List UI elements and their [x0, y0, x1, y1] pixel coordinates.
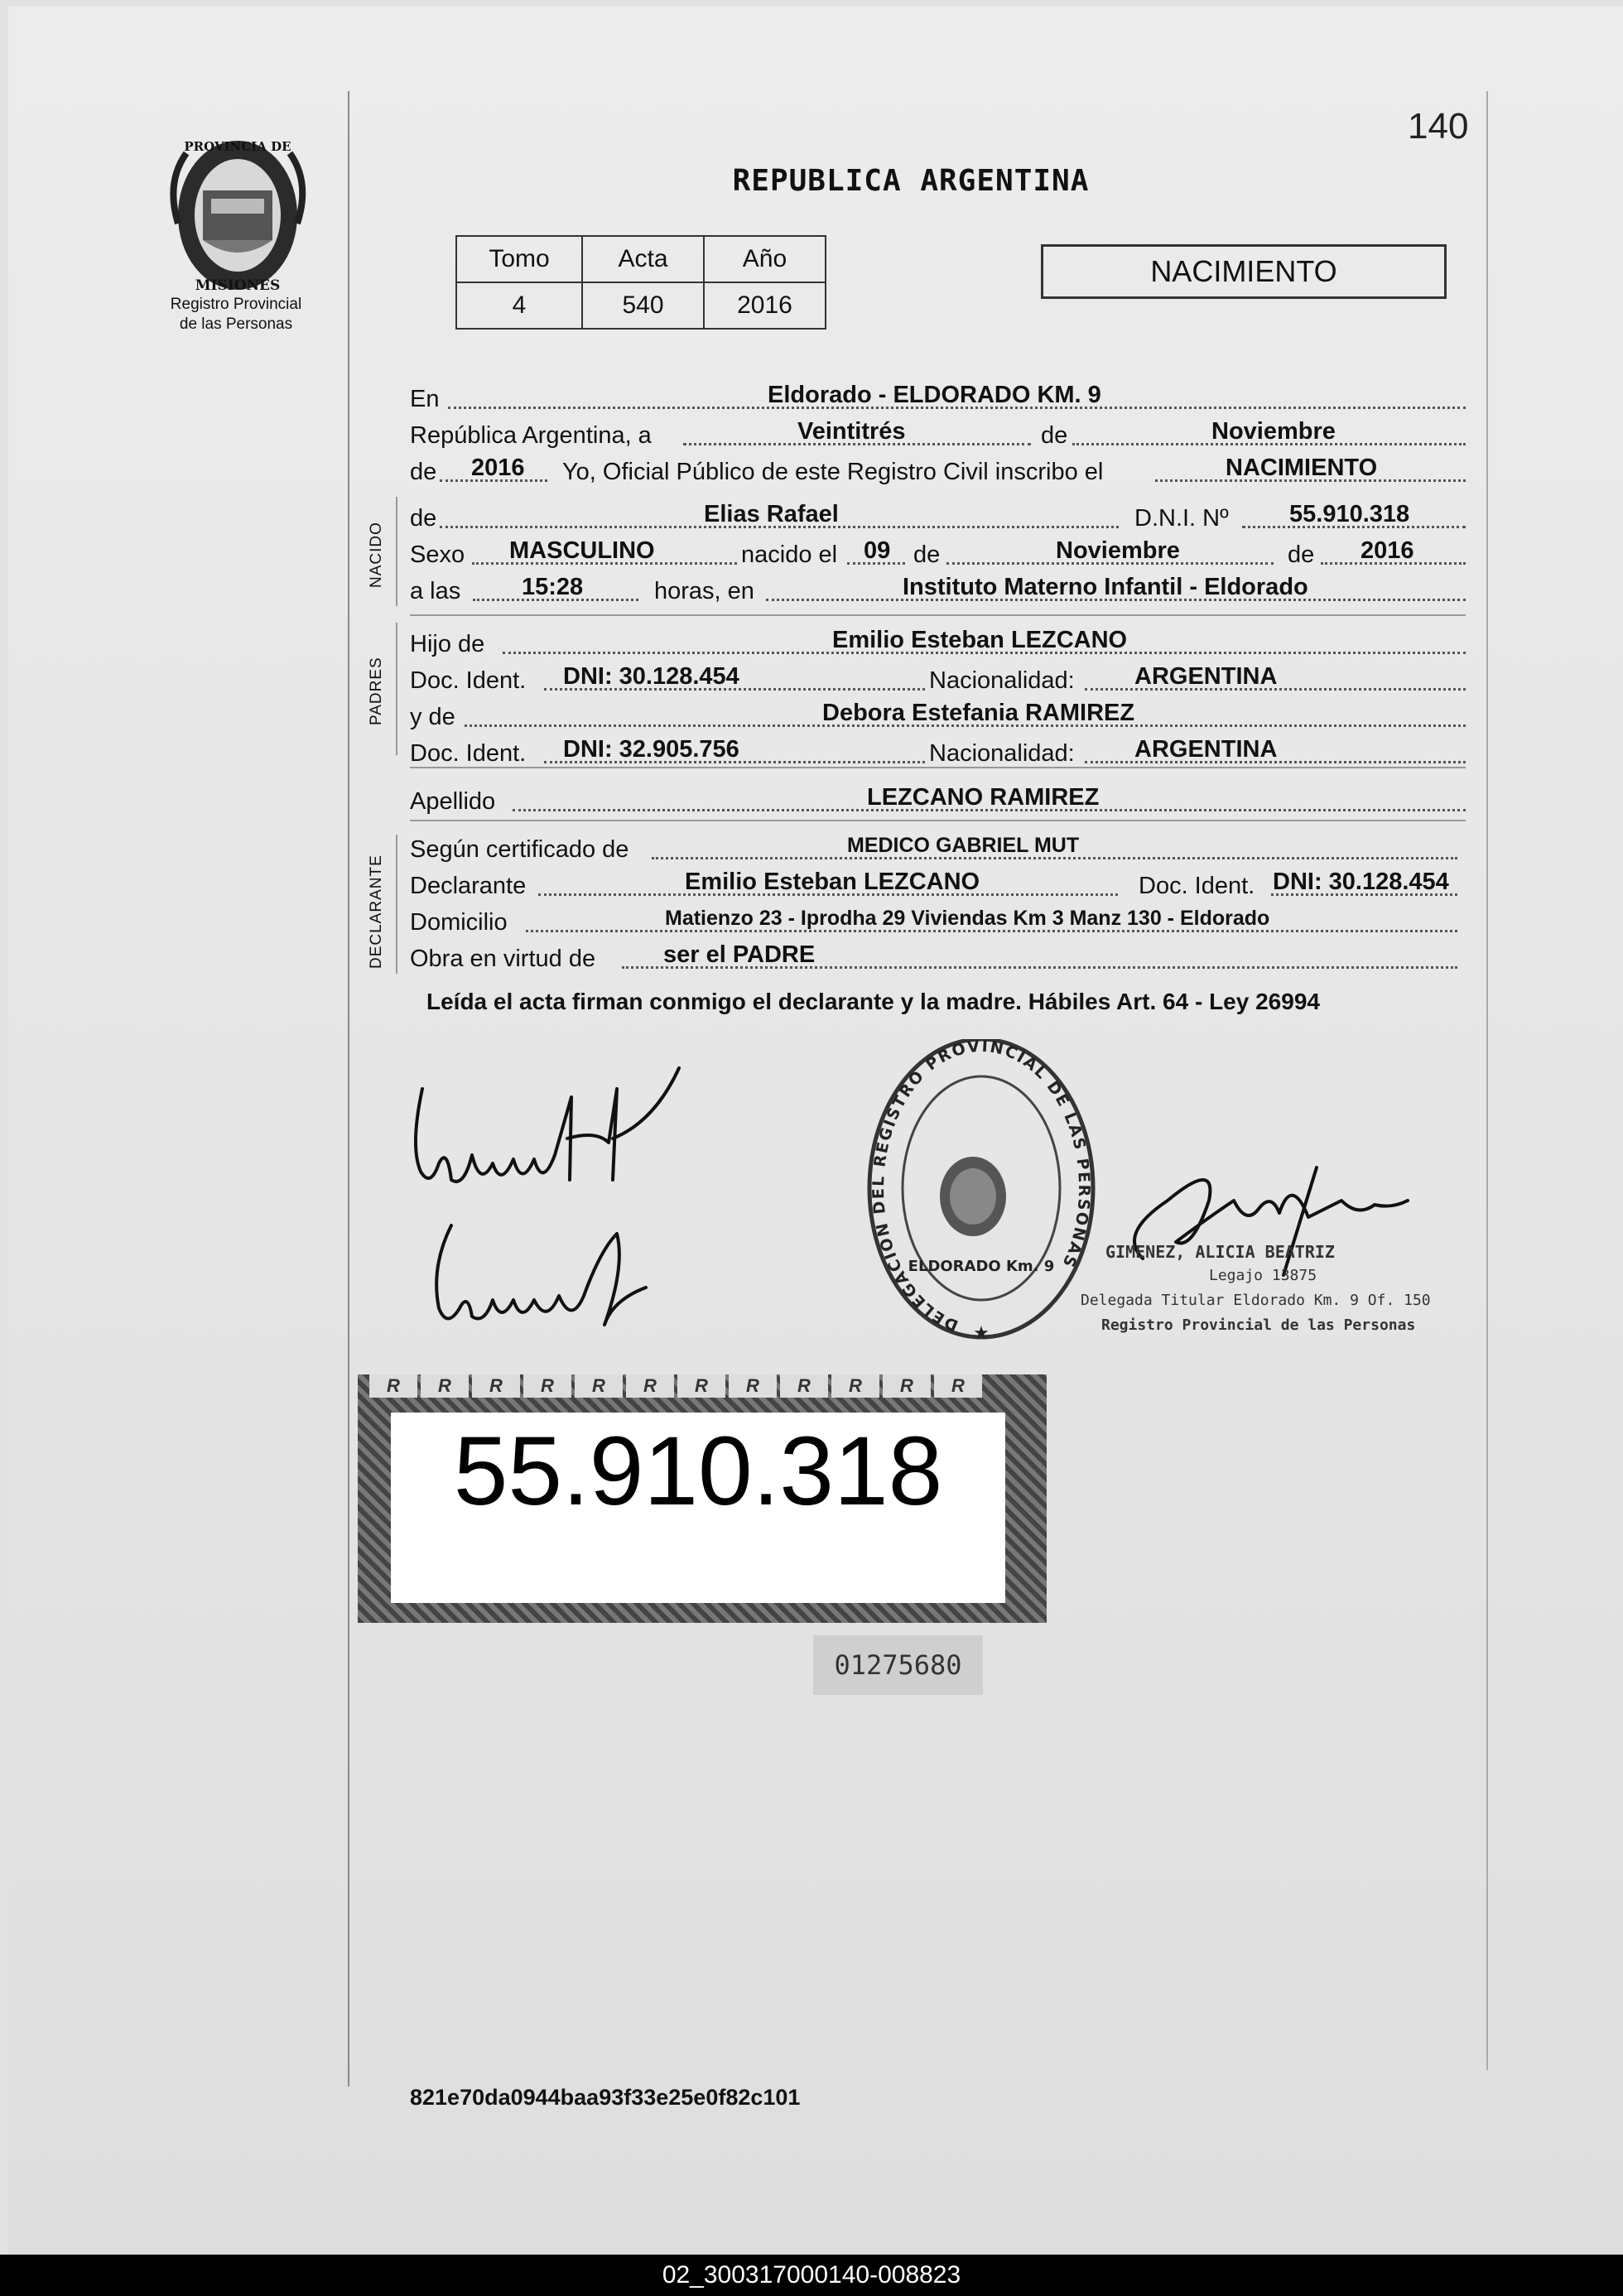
mother-label: y de: [410, 704, 455, 730]
registry-table: [455, 235, 826, 330]
barcode-number: 55.910.318: [453, 1417, 943, 1526]
mother-nationality-label: Nacionalidad:: [929, 740, 1075, 767]
page-number: 140: [1408, 106, 1469, 147]
declarant-signature: [406, 1064, 712, 1209]
reading-note: Leída el acta firman conmigo el declarante y la madre. Hábiles Art. 64 - Ley 26994: [426, 989, 1320, 1014]
declarant-label: Declarante: [410, 873, 527, 899]
address-row: [410, 904, 1457, 937]
birth-year-value: 2016: [1361, 537, 1414, 564]
official-signature: [1110, 1143, 1424, 1283]
declarant-row: [410, 868, 1457, 901]
father-nationality-label: Nacionalidad:: [929, 667, 1075, 694]
father-doc-value: DNI: 30.128.454: [563, 663, 739, 690]
nacido-name-value: Elias Rafael: [704, 501, 839, 527]
hour-suffix-label: horas, en: [654, 578, 754, 604]
date-day-value: Veintitrés: [797, 418, 906, 445]
stamp-star-icon: ★: [973, 1322, 990, 1343]
provincia-misiones-logo: [153, 132, 323, 298]
nacido-name-label: de: [410, 505, 437, 532]
mother-doc-value: DNI: 32.905.756: [563, 736, 739, 763]
logo-top-text: PROVINCIA DE: [184, 139, 291, 154]
father-row: [410, 626, 1466, 659]
address-value: Matienzo 23 - Iprodha 29 Viviendas Km 3 Manz 130 - Eldorado: [665, 907, 1270, 930]
surname-value: LEZCANO RAMIREZ: [867, 784, 1100, 811]
barcode-label: [358, 1374, 1047, 1623]
born-label: nacido el: [741, 542, 838, 568]
dni-label: D.N.I. Nº: [1134, 505, 1229, 532]
registry-header-tomo: Tomo: [456, 236, 582, 282]
registry-ano-value: 2016: [704, 282, 826, 329]
virtue-value: ser el PADRE: [663, 941, 816, 968]
record-type-box: NACIMIENTO: [1041, 244, 1447, 299]
mother-signature: [422, 1217, 687, 1341]
mother-row: [410, 699, 1466, 732]
hour-label: a las: [410, 578, 461, 604]
right-margin-line: [1486, 91, 1488, 2070]
year-de-label: de: [410, 459, 437, 485]
registry-header-acta: Acta: [582, 236, 704, 282]
official-legajo: Legajo 13875: [1209, 1267, 1317, 1284]
official-office: Registro Provincial de las Personas: [1101, 1316, 1416, 1334]
padres-section-label: PADRES: [368, 657, 385, 725]
date-de-label: de: [1041, 422, 1068, 449]
father-label: Hijo de: [410, 631, 485, 657]
official-name: GIMENEZ, ALICIA BEATRIZ: [1105, 1242, 1335, 1262]
left-margin-line: [348, 91, 349, 2087]
year-text: Yo, Oficial Público de este Registro Civil inscribo el: [562, 459, 1104, 485]
page-title: REPUBLICA ARGENTINA: [732, 164, 1090, 198]
surname-row: [410, 783, 1466, 816]
declarante-section-label: DECLARANTE: [368, 854, 385, 969]
birth-de1-label: de: [913, 542, 941, 568]
birth-month-value: Noviembre: [1056, 537, 1180, 564]
dni-value: 55.910.318: [1289, 501, 1410, 527]
logo-bottom-text: MISIONES: [195, 277, 281, 294]
place-row: [410, 381, 1466, 414]
stamp-inner-text: ELDORADO Km. 9: [908, 1258, 1055, 1275]
father-nationality-value: ARGENTINA: [1134, 663, 1278, 690]
logo-caption-line2: de las Personas: [179, 315, 293, 333]
official-role: Delegada Titular Eldorado Km. 9 Of. 150: [1081, 1292, 1431, 1309]
place-value: Eldorado - ELDORADO KM. 9: [768, 382, 1101, 408]
registry-header-row: [456, 236, 826, 282]
birth-place-value: Instituto Materno Infantil - Eldorado: [903, 574, 1308, 600]
nacido-name-row: [410, 500, 1466, 533]
address-label: Domicilio: [410, 909, 508, 936]
document-hash: 821e70da0944baa93f33e25e0f82c101: [410, 2085, 801, 2110]
birth-day-value: 09: [864, 537, 891, 564]
mother-name-value: Debora Estefania RAMIREZ: [822, 700, 1135, 726]
registry-value-row: [456, 282, 826, 329]
barcode-bars: [507, 1537, 889, 1600]
certificate-row: [410, 831, 1457, 864]
declarant-doc-value: DNI: 30.128.454: [1273, 869, 1449, 895]
certificate-label: Según certificado de: [410, 836, 629, 863]
mother-doc-label: Doc. Ident.: [410, 740, 527, 767]
birth-de2-label: de: [1288, 542, 1315, 568]
barcode-pattern-strip: R R R R R R R R R R R R: [358, 1374, 1047, 1399]
logo-caption-line1: Registro Provincial: [170, 296, 302, 313]
mother-nationality-value: ARGENTINA: [1134, 736, 1278, 763]
nacido-section-label: NACIDO: [368, 522, 385, 588]
father-doc-row: [410, 662, 1466, 696]
surname-label: Apellido: [410, 788, 496, 815]
stamp-ring-text: DELEGACION DEL REGISTRO PROVINCIAL DE LAS PERSONAS: [869, 1039, 1094, 1335]
nacido-sex-row: [410, 537, 1466, 570]
date-label: República Argentina, a: [410, 422, 652, 449]
year-row: [410, 454, 1466, 487]
mother-doc-row: [410, 735, 1466, 768]
virtue-row: [410, 941, 1457, 974]
footer-filename: 02_300317000140-008823: [662, 2261, 961, 2289]
logo-caption: [132, 295, 340, 335]
nacido-hour-row: [410, 573, 1466, 606]
father-doc-label: Doc. Ident.: [410, 667, 527, 694]
registry-acta-value: 540: [582, 282, 704, 329]
registry-tomo-value: 4: [456, 282, 582, 329]
place-label: En: [410, 386, 440, 412]
official-stamp: [865, 1039, 1097, 1354]
declarant-doc-label: Doc. Ident.: [1139, 873, 1255, 899]
declarant-value: Emilio Esteban LEZCANO: [685, 869, 980, 895]
document-sheet: [8, 7, 1623, 2255]
barcode-card: [391, 1413, 1005, 1603]
father-name-value: Emilio Esteban LEZCANO: [832, 627, 1128, 653]
certificate-value: MEDICO GABRIEL MUT: [847, 834, 1080, 857]
date-row: [410, 417, 1466, 450]
registry-header-ano: Año: [704, 236, 826, 282]
sex-label: Sexo: [410, 542, 465, 568]
hour-value: 15:28: [522, 574, 584, 600]
year-value: 2016: [471, 455, 525, 481]
serial-number: 01275680: [813, 1635, 983, 1695]
act-type-value: NACIMIENTO: [1226, 455, 1378, 481]
date-month-value: Noviembre: [1211, 418, 1336, 445]
sex-value: MASCULINO: [509, 537, 655, 564]
virtue-label: Obra en virtud de: [410, 946, 596, 972]
